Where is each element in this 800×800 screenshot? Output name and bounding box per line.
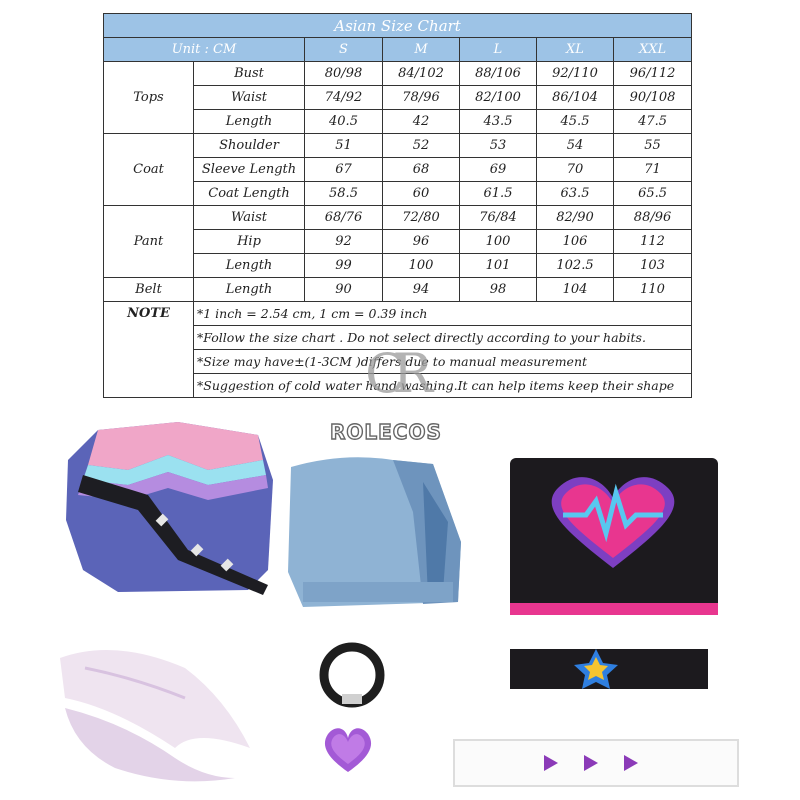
measurement-value: 100 <box>460 230 537 254</box>
measurement-value: 76/84 <box>460 206 537 230</box>
measurement-value: 110 <box>614 278 692 302</box>
measurement-value: 88/106 <box>460 62 537 86</box>
measurement-value: 67 <box>305 158 383 182</box>
measurement-value: 86/104 <box>537 86 614 110</box>
pants-image <box>283 452 473 612</box>
note-text: *1 inch = 2.54 cm, 1 cm = 0.39 inch <box>194 302 692 326</box>
measurement-value: 100 <box>383 254 460 278</box>
measurement-value: 98 <box>460 278 537 302</box>
measurement-value: 90/108 <box>614 86 692 110</box>
measurement-value: 70 <box>537 158 614 182</box>
measurement-value: 63.5 <box>537 182 614 206</box>
size-header-xl: XL <box>537 38 614 62</box>
size-header-xxl: XXL <box>614 38 692 62</box>
size-chart-table <box>103 13 692 398</box>
measurement-value: 65.5 <box>614 182 692 206</box>
measurement-value: 55 <box>614 134 692 158</box>
watermark-brand-text: ROLECOS <box>330 420 442 444</box>
top-image <box>508 453 723 621</box>
note-text: *Size may have±(1-3CM )differs due to manual measurement <box>194 350 692 374</box>
measurement-value: 51 <box>305 134 383 158</box>
belt-image <box>452 738 742 790</box>
measurement-value: 104 <box>537 278 614 302</box>
measurement-label: Length <box>194 254 305 278</box>
measurement-value: 103 <box>614 254 692 278</box>
measurement-value: 102.5 <box>537 254 614 278</box>
measurement-value: 112 <box>614 230 692 254</box>
measurement-value: 61.5 <box>460 182 537 206</box>
measurement-value: 43.5 <box>460 110 537 134</box>
coat-image <box>58 420 283 595</box>
unit-label: Unit : CM <box>104 38 305 62</box>
group-label: Tops <box>104 62 194 134</box>
measurement-value: 106 <box>537 230 614 254</box>
measurement-label: Length <box>194 278 305 302</box>
note-text: *Suggestion of cold water hand washing.It can help items keep their shape <box>194 374 692 398</box>
measurement-value: 68/76 <box>305 206 383 230</box>
group-label: Coat <box>104 134 194 206</box>
measurement-value: 53 <box>460 134 537 158</box>
table-row <box>104 278 692 302</box>
measurement-label: Length <box>194 110 305 134</box>
measurement-label: Shoulder <box>194 134 305 158</box>
note-label: NOTE <box>104 302 194 398</box>
note-row <box>104 302 692 326</box>
measurement-value: 92/110 <box>537 62 614 86</box>
measurement-value: 72/80 <box>383 206 460 230</box>
measurement-label: Waist <box>194 206 305 230</box>
measurement-value: 78/96 <box>383 86 460 110</box>
size-header-l: L <box>460 38 537 62</box>
measurement-value: 82/100 <box>460 86 537 110</box>
measurement-value: 82/90 <box>537 206 614 230</box>
chart-title: Asian Size Chart <box>104 14 692 38</box>
measurement-label: Bust <box>194 62 305 86</box>
measurement-value: 71 <box>614 158 692 182</box>
measurement-label: Sleeve Length <box>194 158 305 182</box>
measurement-value: 88/96 <box>614 206 692 230</box>
measurement-value: 96/112 <box>614 62 692 86</box>
measurement-value: 58.5 <box>305 182 383 206</box>
table-row <box>104 62 692 86</box>
measurement-value: 96 <box>383 230 460 254</box>
watermark-monogram: CR <box>365 342 419 405</box>
headband-image <box>508 645 713 695</box>
measurement-value: 45.5 <box>537 110 614 134</box>
heart-accessory-image <box>318 720 378 780</box>
measurement-value: 40.5 <box>305 110 383 134</box>
measurement-label: Coat Length <box>194 182 305 206</box>
measurement-value: 94 <box>383 278 460 302</box>
size-header-s: S <box>305 38 383 62</box>
measurement-label: Waist <box>194 86 305 110</box>
table-row <box>104 134 692 158</box>
measurement-value: 101 <box>460 254 537 278</box>
measurement-value: 74/92 <box>305 86 383 110</box>
measurement-value: 80/98 <box>305 62 383 86</box>
choker-image <box>317 640 387 710</box>
measurement-value: 42 <box>383 110 460 134</box>
measurement-value: 84/102 <box>383 62 460 86</box>
brand-watermark <box>325 342 475 452</box>
measurement-value: 47.5 <box>614 110 692 134</box>
measurement-value: 90 <box>305 278 383 302</box>
measurement-label: Hip <box>194 230 305 254</box>
measurement-value: 99 <box>305 254 383 278</box>
size-header-m: M <box>383 38 460 62</box>
measurement-value: 92 <box>305 230 383 254</box>
measurement-value: 52 <box>383 134 460 158</box>
measurement-value: 54 <box>537 134 614 158</box>
measurement-value: 68 <box>383 158 460 182</box>
measurement-value: 69 <box>460 158 537 182</box>
measurement-value: 60 <box>383 182 460 206</box>
wing-ears-image <box>55 638 255 788</box>
group-label: Pant <box>104 206 194 278</box>
group-label: Belt <box>104 278 194 302</box>
table-row <box>104 206 692 230</box>
note-text: *Follow the size chart . Do not select directly according to your habits. <box>194 326 692 350</box>
